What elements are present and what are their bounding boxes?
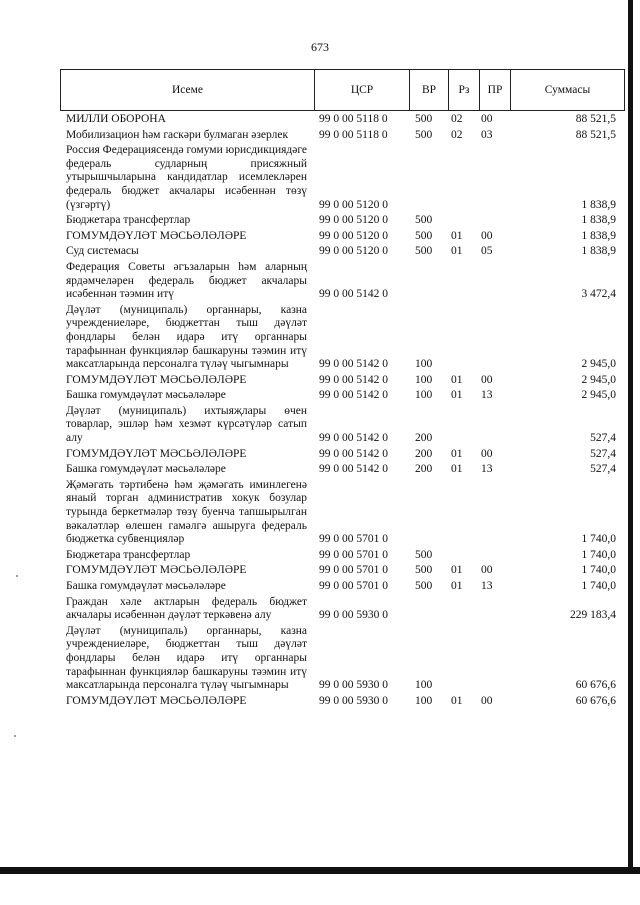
table-body: [66, 113, 616, 710]
row-csr: 99 0 00 5142 0: [319, 288, 388, 301]
row-rz: 01: [451, 463, 463, 476]
table-row: [66, 695, 616, 709]
row-rz: 01: [451, 245, 463, 258]
header-sum: Суммасы: [511, 70, 625, 111]
row-vr: 100: [415, 373, 433, 386]
row-pr: 00: [481, 113, 493, 125]
row-csr: 99 0 00 5118 0: [319, 128, 388, 141]
row-pr: 13: [481, 463, 493, 476]
table-row: [66, 564, 616, 578]
row-vr: 500: [415, 229, 433, 242]
row-pr: 00: [481, 373, 493, 386]
table-row: [66, 129, 616, 143]
row-csr: 99 0 00 5120 0: [319, 214, 388, 227]
page-number: 673: [311, 40, 329, 54]
header-rz: Рз: [449, 70, 480, 111]
scan-speck: [14, 735, 16, 737]
row-name: ГОМУМДӘҮЛӘТ МӘСЬӘЛӘЛӘРЕ: [66, 694, 247, 707]
row-csr: 99 0 00 5120 0: [319, 245, 388, 258]
header-name: Исеме: [61, 70, 315, 111]
row-name: Мобилизацион һәм гаскәри булмаган әзерлек: [66, 128, 289, 141]
row-name: ГОМУМДӘҮЛӘТ МӘСЬӘЛӘЛӘРЕ: [66, 447, 247, 460]
row-name: Дәүләт (муниципаль) органнары, казна учреждениеләре, бюджеттан тыш дәүләт фондлары белән идарә итү органнары тарафыннан функцияләр башкаруны тәэмин итү максатларында персоналга түләү чыгымнары: [66, 303, 307, 371]
row-vr: 100: [415, 679, 433, 692]
row-pr: 03: [481, 128, 493, 141]
row-rz: 01: [451, 229, 463, 242]
row-name: ГОМУМДӘҮЛӘТ МӘСЬӘЛӘЛӘРЕ: [66, 564, 247, 577]
row-sum: 1 740,0: [581, 533, 616, 546]
row-csr: 99 0 00 5930 0: [319, 609, 388, 622]
table-row: [66, 580, 616, 594]
row-vr: 100: [415, 389, 433, 402]
table-row: [66, 405, 616, 446]
row-csr: 99 0 00 5142 0: [319, 463, 388, 476]
row-sum: 1 740,0: [581, 564, 616, 577]
row-vr: 500: [415, 245, 433, 258]
row-name: ГОМУМДӘҮЛӘТ МӘСЬӘЛӘЛӘРЕ: [66, 373, 247, 386]
row-vr: 500: [415, 548, 433, 561]
row-pr: 05: [481, 245, 493, 258]
row-sum: 60 676,6: [575, 679, 616, 692]
row-sum: 1 838,9: [581, 214, 616, 227]
scan-edge-bottom: [0, 867, 640, 874]
row-pr: 00: [481, 694, 493, 707]
row-vr: 500: [415, 564, 433, 577]
row-name: Суд системасы: [66, 245, 139, 258]
table-row: [66, 374, 616, 388]
row-name: Башка гомумдәүләт мәсьәләләре: [66, 389, 226, 402]
row-csr: 99 0 00 5120 0: [319, 229, 388, 242]
row-vr: 200: [415, 463, 433, 476]
row-csr: 99 0 00 5142 0: [319, 432, 388, 445]
row-rz: 01: [451, 694, 463, 707]
table-row: [66, 479, 616, 547]
row-vr: 500: [415, 214, 433, 227]
row-vr: 500: [415, 128, 433, 141]
header-row: [61, 70, 625, 111]
header-vr: ВР: [410, 70, 449, 111]
scan-edge-right: [628, 0, 633, 874]
row-sum: 2 945,0: [581, 373, 616, 386]
header-pr: ПР: [480, 70, 511, 111]
row-vr: 500: [415, 580, 433, 592]
row-pr: 13: [481, 389, 493, 402]
table-row: [66, 245, 616, 259]
row-vr: 500: [415, 113, 433, 125]
row-vr: 100: [415, 358, 433, 371]
row-csr: 99 0 00 5142 0: [319, 389, 388, 402]
scan-speck: [16, 575, 18, 577]
row-name: Башка гомумдәүләт мәсьәләләре: [66, 580, 226, 592]
table-row: [66, 549, 616, 563]
row-csr: 99 0 00 5701 0: [319, 548, 388, 561]
row-sum: 88 521,5: [575, 113, 616, 125]
row-csr: 99 0 00 5701 0: [319, 564, 388, 577]
row-vr: 200: [415, 447, 433, 460]
row-csr: 99 0 00 5930 0: [319, 694, 388, 707]
row-rz: 01: [451, 389, 463, 402]
row-rz: 02: [451, 113, 463, 125]
row-sum: 527,4: [590, 432, 616, 445]
table-row: [66, 230, 616, 244]
row-sum: 229 183,4: [570, 609, 616, 622]
row-pr: 00: [481, 564, 493, 577]
row-sum: 88 521,5: [575, 128, 616, 141]
table-row: [66, 389, 616, 403]
table-row: [66, 304, 616, 372]
row-sum: 1 838,9: [581, 229, 616, 242]
row-pr: 13: [481, 580, 493, 592]
row-sum: 527,4: [590, 463, 616, 476]
row-rz: 01: [451, 580, 463, 592]
row-name: ГОМУМДӘҮЛӘТ МӘСЬӘЛӘЛӘРЕ: [66, 229, 247, 242]
row-vr: 100: [415, 694, 433, 707]
row-rz: 02: [451, 128, 463, 141]
row-rz: 01: [451, 447, 463, 460]
row-csr: 99 0 00 5701 0: [319, 580, 388, 592]
row-sum: 1 740,0: [581, 580, 616, 592]
row-sum: 1 838,9: [581, 198, 616, 211]
row-sum: 1 838,9: [581, 245, 616, 258]
row-name: Россия Федерациясендә гомуми юрисдикциядәге федераль судларның присяжный утырышчыларына кандидатлар исемлекләрен федераль бюджет акчалары исәбеннән төзү (үзгәртү): [66, 144, 308, 211]
row-csr: 99 0 00 5120 0: [319, 198, 388, 211]
table-row: [66, 463, 616, 477]
row-sum: 1 740,0: [581, 548, 616, 561]
row-sum: 527,4: [590, 447, 616, 460]
table-row: [66, 448, 616, 462]
row-name: МИЛЛИ ОБОРОНА: [66, 113, 166, 125]
row-csr: 99 0 00 5142 0: [319, 358, 388, 371]
row-csr: 99 0 00 5930 0: [319, 679, 388, 692]
row-name: Башка гомумдәүләт мәсьәләләре: [66, 463, 226, 476]
row-name: Җәмәгать тәртибенә һәм җәмәгать иминлегенә янаый торган административ хокук бозулар турында беркетмәләр төзү буенча тапшырылган вәкаләтләр өлешен гамәлгә ашыруга федераль бюджетка субвенцияләр: [66, 478, 307, 546]
row-rz: 01: [451, 373, 463, 386]
row-rz: 01: [451, 564, 463, 577]
row-csr: 99 0 00 5142 0: [319, 373, 388, 386]
header-csr: ЦСР: [315, 70, 410, 111]
row-name: Бюджетара трансфертлар: [66, 548, 191, 561]
table-header: [60, 69, 625, 111]
table-row: [66, 214, 616, 228]
row-name: Дәүләт (муниципаль) органнары, казна учреждениеләре, бюджеттан тыш дәүләт фондлары белән идарә итү органнары тарафыннан функцияләр башкаруны тәэмин итү максатларында персоналга түләү чыгымнары: [66, 624, 307, 692]
row-csr: 99 0 00 5142 0: [319, 447, 388, 460]
row-vr: 200: [415, 432, 433, 445]
row-sum: 3 472,4: [581, 288, 616, 301]
row-pr: 00: [481, 229, 493, 242]
table-row: [66, 625, 616, 693]
row-name: Граждан хәле актларын федераль бюджет акчалары исәбеннән дәүләт теркәвенә алу: [66, 595, 307, 622]
row-csr: 99 0 00 5701 0: [319, 533, 388, 546]
row-name: Федерация Советы әгъзаларын һәм аларның ярдәмчеләрен федераль бюджет акчалары исәбеннән тәэмин итү: [66, 260, 307, 301]
row-sum: 2 945,0: [581, 358, 616, 371]
row-name: Бюджетара трансфертлар: [66, 214, 191, 227]
table-row: [66, 596, 616, 623]
row-csr: 99 0 00 5118 0: [319, 113, 388, 125]
row-sum: 60 676,6: [575, 694, 616, 707]
table-row: [66, 113, 616, 127]
row-sum: 2 945,0: [581, 389, 616, 402]
table-row: [66, 144, 616, 212]
row-pr: 00: [481, 447, 493, 460]
row-name: Дәүләт (муниципаль) ихтыяҗлары өчен товарлар, эшләр һәм хезмәт күрсәтүләр сатып алу: [66, 404, 307, 445]
table-row: [66, 261, 616, 302]
